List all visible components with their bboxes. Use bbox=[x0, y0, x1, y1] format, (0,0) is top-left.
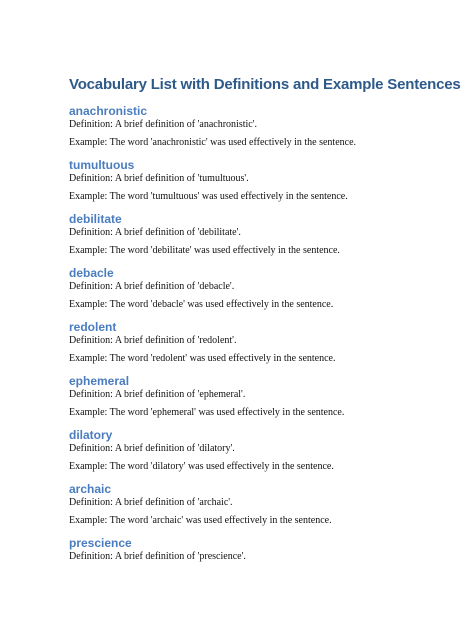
vocab-entry bbox=[69, 212, 449, 266]
vocab-example: Example: The word 'debacle' was used effectively in the sentence. bbox=[69, 299, 334, 310]
vocab-example: Example: The word 'debilitate' was used effectively in the sentence. bbox=[69, 245, 340, 256]
vocab-term: anachronistic bbox=[69, 104, 148, 118]
vocab-term: debilitate bbox=[69, 212, 122, 226]
vocab-definition: Definition: A brief definition of 'dilatory'. bbox=[69, 443, 235, 454]
vocab-entry bbox=[69, 374, 449, 428]
vocab-definition: Definition: A brief definition of 'prescience'. bbox=[69, 551, 246, 562]
vocab-example: Example: The word 'dilatory' was used effectively in the sentence. bbox=[69, 461, 334, 472]
vocab-entry bbox=[69, 320, 449, 374]
vocab-definition: Definition: A brief definition of 'debacle'. bbox=[69, 281, 235, 292]
vocab-term: dilatory bbox=[69, 428, 113, 442]
vocab-entry bbox=[69, 536, 449, 590]
vocab-entry bbox=[69, 104, 449, 158]
vocab-entry bbox=[69, 428, 449, 482]
vocab-entry bbox=[69, 482, 449, 536]
vocab-example: Example: The word 'ephemeral' was used effectively in the sentence. bbox=[69, 407, 345, 418]
vocab-definition: Definition: A brief definition of 'tumultuous'. bbox=[69, 173, 249, 184]
vocab-example: Example: The word 'redolent' was used effectively in the sentence. bbox=[69, 353, 336, 364]
vocab-term: tumultuous bbox=[69, 158, 135, 172]
vocab-term: prescience bbox=[69, 536, 132, 550]
vocab-example: Example: The word 'tumultuous' was used effectively in the sentence. bbox=[69, 191, 348, 202]
vocab-definition: Definition: A brief definition of 'ephemeral'. bbox=[69, 389, 246, 400]
vocab-term: archaic bbox=[69, 482, 112, 496]
vocab-entry bbox=[69, 266, 449, 320]
vocab-example: Example: The word 'anachronistic' was used effectively in the sentence. bbox=[69, 137, 357, 148]
vocab-definition: Definition: A brief definition of 'debilitate'. bbox=[69, 227, 241, 238]
vocab-example: Example: The word 'archaic' was used effectively in the sentence. bbox=[69, 515, 332, 526]
vocab-entry bbox=[69, 158, 449, 212]
vocab-term: ephemeral bbox=[69, 374, 130, 388]
document-page bbox=[69, 76, 461, 590]
document-title: Vocabulary List with Definitions and Example Sentences bbox=[69, 76, 461, 93]
vocab-term: debacle bbox=[69, 266, 114, 280]
vocab-definition: Definition: A brief definition of 'redolent'. bbox=[69, 335, 237, 346]
vocab-definition: Definition: A brief definition of 'archaic'. bbox=[69, 497, 233, 508]
vocab-term: redolent bbox=[69, 320, 117, 334]
vocab-definition: Definition: A brief definition of 'anachronistic'. bbox=[69, 119, 258, 130]
